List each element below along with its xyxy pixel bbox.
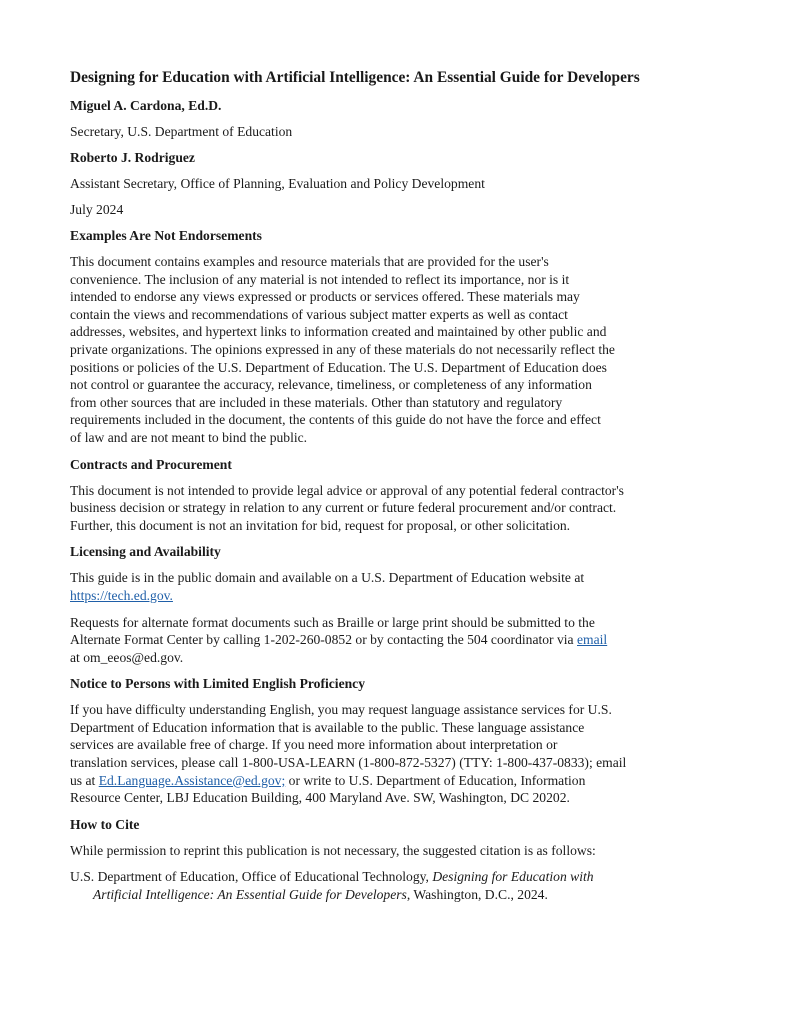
lep-line: Department of Education information that is available to the public. These language assistance xyxy=(70,719,585,735)
citation-title: Artificial Intelligence: An Essential Guide for Developers xyxy=(93,887,407,903)
email-link[interactable]: email xyxy=(577,632,608,648)
contracts-line: Further, this document is not an invitation for bid, request for proposal, or other solicitation. xyxy=(70,517,571,533)
citation-text: U.S. Department of Education, Office of Educational Technology, xyxy=(70,869,433,885)
contracts-line: business decision or strategy in relation to any current or future federal procurement and/or contract. xyxy=(70,500,617,516)
lep-line: Resource Center, LBJ Education Building, 400 Maryland Ave. SW, Washington, DC 20202. xyxy=(70,790,570,806)
document-title: Designing for Education with Artificial Intelligence: An Essential Guide for Developers xyxy=(70,69,640,86)
lep-line: If you have difficulty understanding English, you may request language assistance services for U.S. xyxy=(70,702,612,718)
licensing-paragraph-2 xyxy=(70,614,730,667)
lep-paragraph xyxy=(70,701,730,807)
language-assistance-email-link[interactable]: Ed.Language.Assistance@ed.gov; xyxy=(98,772,286,788)
cite-heading: How to Cite xyxy=(70,816,140,832)
author-2-role: Assistant Secretary, Office of Planning, Evaluation and Policy Development xyxy=(70,176,485,191)
lep-line xyxy=(70,772,730,790)
endorsements-line: from other sources that are included in these materials. Other than statutory and regulatory xyxy=(70,394,563,410)
licensing-heading: Licensing and Availability xyxy=(70,544,221,560)
lep-line: services are available free of charge. If you need more information about interpretation or xyxy=(70,737,558,753)
citation-title: Designing for Education with xyxy=(432,869,594,885)
licensing-line xyxy=(70,587,730,605)
endorsements-line: of law and are not meant to bind the public. xyxy=(70,429,308,445)
endorsements-line: This document contains examples and resource materials that are provided for the user's xyxy=(70,254,549,269)
author-1-role: Secretary, U.S. Department of Education xyxy=(70,124,293,139)
endorsements-paragraph xyxy=(70,253,730,447)
contracts-line: This document is not intended to provide legal advice or approval of any potential federal contractor's xyxy=(70,482,624,498)
endorsements-line: private organizations. The opinions expressed in any of these materials do not necessarily reflect the xyxy=(70,341,615,357)
publication-date: July 2024 xyxy=(70,202,124,217)
author-2-name: Roberto J. Rodriguez xyxy=(70,150,195,165)
endorsements-line: positions or policies of the U.S. Department of Education. The U.S. Department of Education does xyxy=(70,359,607,375)
document-page xyxy=(70,68,730,904)
licensing-line xyxy=(70,631,730,649)
lep-line-text: us at xyxy=(70,772,99,788)
citation xyxy=(70,868,730,903)
author-1-name: Miguel A. Cardona, Ed.D. xyxy=(70,98,222,113)
licensing-line-text: Alternate Format Center by calling 1-202-260-0852 or by contacting the 504 coordinator via xyxy=(70,632,577,648)
citation-line-1 xyxy=(70,868,730,886)
endorsements-line: not control or guarantee the accuracy, relevance, timeliness, or completeness of any information xyxy=(70,377,592,393)
contracts-heading: Contracts and Procurement xyxy=(70,456,232,472)
endorsements-line: convenience. The inclusion of any material is not intended to reflect its importance, nor is it xyxy=(70,271,570,287)
licensing-paragraph-1 xyxy=(70,569,730,604)
contracts-paragraph xyxy=(70,482,730,535)
endorsements-line: intended to endorse any views expressed or products or services offered. These materials may xyxy=(70,289,580,305)
endorsements-heading: Examples Are Not Endorsements xyxy=(70,228,262,243)
citation-text: , Washington, D.C., 2024. xyxy=(406,887,548,903)
endorsements-line: addresses, websites, and hypertext links to information created and maintained by other public and xyxy=(70,324,607,340)
licensing-line: This guide is in the public domain and available on a U.S. Department of Education website at xyxy=(70,570,585,586)
lep-heading: Notice to Persons with Limited English Proficiency xyxy=(70,676,366,692)
tech-ed-gov-link[interactable]: https://tech.ed.gov. xyxy=(70,587,173,603)
cite-intro-line: While permission to reprint this publication is not necessary, the suggested citation is as follows: xyxy=(70,842,596,858)
lep-line: translation services, please call 1-800-USA-LEARN (1-800-872-5327) (TTY: 1-800-437-0833); email xyxy=(70,755,627,771)
endorsements-line: requirements included in the document, the contents of this guide do not have the force and effect xyxy=(70,412,601,428)
cite-intro xyxy=(70,842,730,860)
endorsements-line: contain the views and recommendations of various subject matter experts as well as contact xyxy=(70,306,568,322)
licensing-line: at om_eeos@ed.gov. xyxy=(70,649,184,665)
citation-line-2 xyxy=(70,886,730,904)
lep-line-text: or write to U.S. Department of Education, Information xyxy=(285,772,586,788)
licensing-line: Requests for alternate format documents such as Braille or large print should be submitted to the xyxy=(70,614,595,630)
